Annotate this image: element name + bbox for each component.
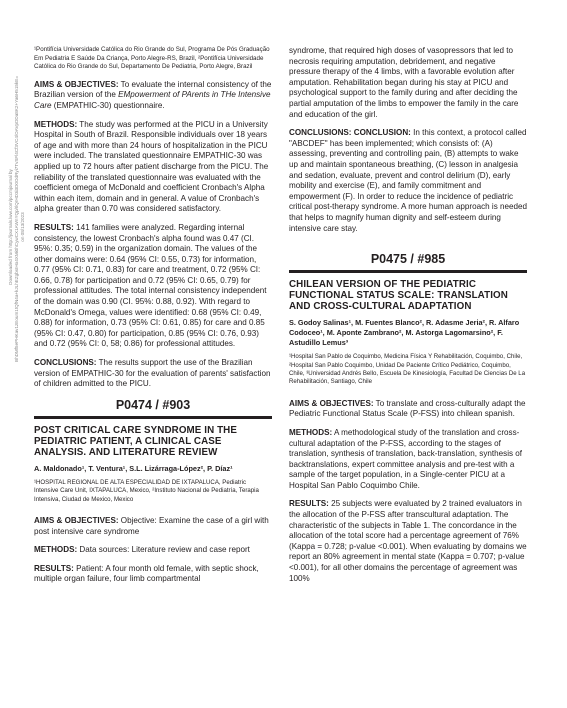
section-divider <box>34 416 272 419</box>
results-label: RESULTS: <box>34 222 74 232</box>
methods-text: Data sources: Literature review and case report <box>77 545 250 555</box>
aims-italic: EMpowerment of PArents in THe Intensive Care <box>34 90 271 110</box>
aims-text: Objective: Examine the case of a girl with post intensive care syndrome <box>34 516 269 536</box>
methods-label: METHODS: <box>34 119 78 129</box>
abstract-id: P0474 / #903 <box>115 397 191 412</box>
conclusions-label: CONCLUSIONS: CONCLUSION: <box>289 128 411 138</box>
methods-label: METHODS: <box>289 427 333 437</box>
abstract-authors: S. Godoy Salinas¹, M. Fuentes Blanco², R. Adasme Jeria², R. Alfaro Codoceo¹, M. Aponte Zambrano², M. Astorga Lagomarsino², F. Astudillo Lemus³ <box>289 318 520 348</box>
aims-text: To translate and cross-culturally adapt the Pediatric Functional Status Scale (P-FSS) into chilean spanish. <box>289 398 526 419</box>
abstract-authors: A. Maldonado¹, T. Ventura¹, S.L. Lizárraga-López², P. Díaz¹ <box>34 463 233 473</box>
aims-paragraph <box>34 516 272 537</box>
section-divider <box>289 270 527 273</box>
results-paragraph <box>34 223 272 350</box>
methods-paragraph <box>34 545 272 556</box>
conclusions-text: In this context, a protocol called "ABCDEF" has been implemented; which consists of: (A) assessing, preventing and controlling pain, (B) attempts to wake up and maintain spontaneous breathing, (C) lesson in analgesia and sedation, evaluate, prevent and control delirium (D), early mobility and exercise (E), and family commitment and empowerment (F). In order to reduce the incidence of pediatric critical post-therapy syndrome. A more human approach is needed that helps to magnify human dignity and self-esteem during intensive care stay. <box>289 128 527 233</box>
abstract-affiliation: ¹HOSPITAL REGIONAL DE ALTA ESPECIALIDAD DE IXTAPALUCA, Pediatric Intensive Care Unit, IXTAPALUCA, Mexico, ²Instituto Nacional de Pediatría, Terapia Intensiva, Ciudad de Mexico, Mexico <box>34 478 259 503</box>
results-text: 141 families were analyzed. Regarding internal consistency, the lowest Cronbach's alpha found was 0.47 (CI. 95%: 0.35; 0.59) in the organization domain. The values of the other domains were: 0.64 (95% CI: 0.55, 0.73) for information, 0.77 (95% CI: 0.71, 0.83) for care and treatment, 0.72 (95% CI: 0.66, 0.78) for participation and 0.72 (95% CI: 0.65, 0.79) for professional attitudes. The total internal consistency independent of the domain was 0.90 (CI. 95%: 0.88, 0.92). With regard to McDonald's Omega, values were identified: 0.68 (95% CI: 0.49, 0.88) for information, 0.73 (95% CI: 0.61, 0.85) for care and 0.85 (95% CI: 0.47, 0.80) for participation, 0.85 (95% CI: 0.76, 0.93) and 0.72 (95% CI: 0, 58; 0.86) for professional attitudes. <box>34 222 267 349</box>
abstract-affiliation: ¹Hospital San Pablo de Coquimbo, Medicina Física Y Rehabilitación, Coquimbo, Chile, ²Hospital San Pablo Coquimbo, Unidad De Paciente Crítico Pediátrico, Coquimbo, Chile, ³Universidad Andrés Bello, Escuela De Kinesiología, Facultad De Ciencias De La Rehabilitación, Santiago, Chile <box>289 353 526 386</box>
methods-text: A methodological study of the translation and cross-cultural adaptation of the P-FSS, according to the stages of translation, synthesis of translation, back-translation, synthesis of backtranslations, expert committee analysis and pre-test with a sample of the target population, in a Single-center PICU at a Hospital San Pablo Coquimbo Chile. <box>289 427 523 490</box>
right-column <box>289 46 527 592</box>
aims-label: AIMS & OBJECTIVES: <box>289 398 374 408</box>
conclusions-label: CONCLUSIONS: <box>34 358 97 368</box>
conclusions-paragraph <box>34 358 272 390</box>
methods-label: METHODS: <box>34 545 78 555</box>
results-text: Patient: A four month old female, with septic shock, multiple organ failure, four limb compartmental <box>34 563 259 584</box>
methods-text: The study was performed at the PICU in a University Hospital in South of Brazil. Responsible individuals over 18 years of age and with more than 24 hours of hospitalization in the PICU were included. The translated questionnaire EMPATHIC-30 was applied up to 72 hours after patient discharge from the PICU. The reliability of the translated questionnaire was evaluated with the coefficient omega of McDonald and coefficient Cronbach's Alpha within each item, domain and in general. A value of Cronbach's alpha greater than 0.70 was considered satisfactory. <box>34 119 269 214</box>
conclusions-paragraph <box>289 128 527 234</box>
abstract-title: POST CRITICAL CARE SYNDROME IN THE PEDIATRIC PATIENT, A CLINICAL CASE ANALYSIS. AND LITERATURE REVIEW <box>34 424 237 458</box>
aims-text: To evaluate the internal consistency of the Brazilian version of the <box>34 79 272 100</box>
results-label: RESULTS: <box>289 499 329 509</box>
download-watermark: Downloaded from http://journals.lww.com/pccmjournal by BhDMf5ePHKav1zEoum1tQfN4a+kJLhEZgbsIHo4XMi0hCywCX1AWnYQp/IlQrHD3i3D0OdRyi7TvSFl4Cf3VC4/OAVpDDa8K2+Ya6H515kE= on 08/13/2023 <box>8 76 25 362</box>
left-column <box>34 46 272 593</box>
methods-paragraph <box>289 428 527 492</box>
results-label: RESULTS: <box>34 563 74 573</box>
results-paragraph <box>289 499 527 584</box>
methods-paragraph <box>34 120 272 215</box>
abstract-title: CHILEAN VERSION OF THE PEDIATRIC FUNCTIONAL STATUS SCALE: TRANSLATION AND CROSS-CULTURAL ADAPTATION <box>289 279 508 313</box>
results-paragraph <box>34 564 272 585</box>
aims-text-end: (EMPATHIC-30) questionnaire. <box>51 100 165 110</box>
affiliation: ¹Pontifícia Universidade Católica do Rio Grande do Sul, Programa De Pós Graduação Em Pediatria E Saúde Da Criança, Porto Alegre-RS, Brazil, ²Pontifícia Universidade Católica do Rio Grande do Sul, Departamento De Pediatria, Porto Alegre, Brazil <box>34 46 270 71</box>
conclusions-text: The results support the use of the Brazilian version of EMPATHIC-30 for the evaluation of parents' satisfaction of children admitted to the PICU. <box>34 358 271 389</box>
continued-paragraph: syndrome, that required high doses of vasopressors that led to necrosis requiring amputation, debridement, and negative pressure therapy of the 4 limbs, with a favorable evolution after amputation. Rehabilitation began during his stay at PICU and psychological support to the family during and after deciding the partial amputation of the limbs to empower the family in the care and education of the girl. <box>289 46 519 119</box>
abstract-id: P0475 / #985 <box>370 252 446 267</box>
aims-label: AIMS & OBJECTIVES: <box>34 79 119 89</box>
aims-paragraph <box>34 80 272 112</box>
aims-paragraph <box>289 399 527 420</box>
aims-label: AIMS & OBJECTIVES: <box>34 516 119 526</box>
results-text: 25 subjects were evaluated by 2 trained evaluators in the allocation of the P-FSS after transcultural adaptation. The characteristic of the subjects in Table 1. The concordance in the allocation of the total score had a percentage agreement of 76% (Kappa = 0.728; p-value <0.001). When evaluating by domains we report an 80% agreement in mental state (Kappa = 0.707; p-value <0.001), for all other domains the percentage of agreement was 100% <box>289 499 527 583</box>
